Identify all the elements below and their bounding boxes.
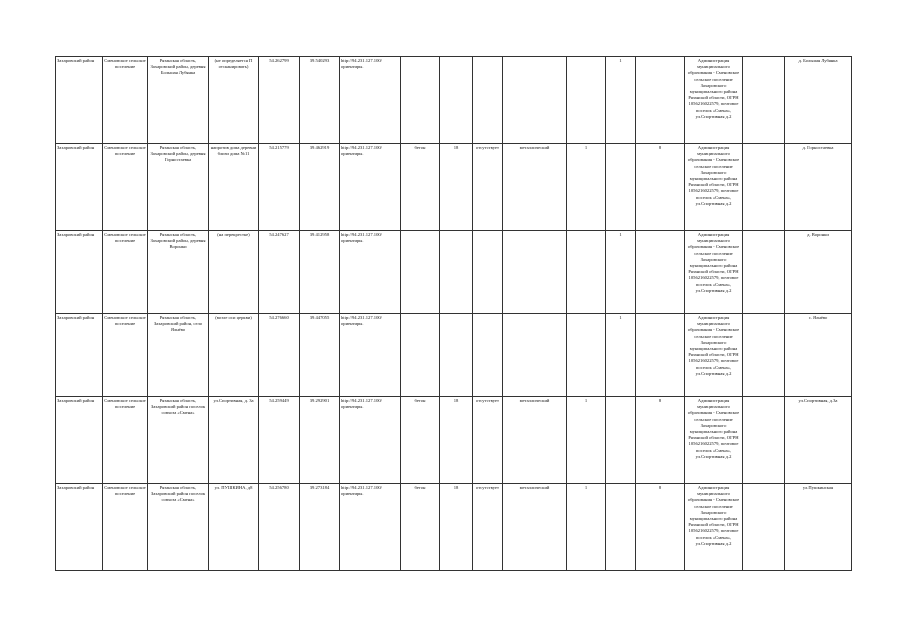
settlement-cell: Сменовское сельское поселение (103, 57, 148, 144)
area-cell (440, 314, 473, 397)
served-objects-cell: ул.Спортивная, д.3а (785, 397, 852, 484)
container-type-cell (503, 57, 567, 144)
surface-type-cell: бетон (401, 397, 440, 484)
table-row (56, 397, 852, 484)
map-link-cell: http://94.231.127.100/ориентиры. (340, 231, 401, 314)
table-row (56, 57, 852, 144)
owner-cell: Администрация муниципального образования - Сменовское сельское поселение Захаровского муниципального района Рязанской области, ОГРН 1056216022579, почтовое поселок «Смена», ул.Спортивная д.2 (685, 231, 743, 314)
served-objects-cell: ул.Пушкинская (785, 484, 852, 571)
served-objects-cell: д. Большая Лубянка (785, 57, 852, 144)
settlement-cell: Сменовское сельское поселение (103, 144, 148, 231)
count-a-cell: 1 (567, 144, 606, 231)
settlement-cell: Сменовское сельское поселение (103, 231, 148, 314)
settlement-cell: Сменовское сельское поселение (103, 484, 148, 571)
district-cell: Захаровский район (56, 57, 103, 144)
coverage-cell (473, 57, 503, 144)
map-link-cell: http://94.231.127.100/ориентиры. (340, 57, 401, 144)
count-c-cell: 8 (636, 397, 685, 484)
longitude-cell: 39.273184 (300, 484, 340, 571)
surface-type-cell: бетон (401, 144, 440, 231)
settlement-cell: Сменовское сельское поселение (103, 397, 148, 484)
count-c-cell: 8 (636, 144, 685, 231)
address-cell: Рязанская область, Захаровский район, деревня Большая Лубянка (148, 57, 209, 144)
served-objects-cell: д. Воронки (785, 231, 852, 314)
count-b-cell (606, 397, 636, 484)
longitude-cell: 39.292901 (300, 397, 340, 484)
count-c-cell (636, 57, 685, 144)
count-b-cell: 1 (606, 314, 636, 397)
district-cell: Захаровский район (56, 314, 103, 397)
owner-cell: Администрация муниципального образования - Сменовское сельское поселение Захаровского муниципального района Рязанской области, ОГРН 1056216022579, почтовое поселок «Смена», ул.Спортивная д.2 (685, 484, 743, 571)
location-cell: напротив дома деревни близи дома №11 (209, 144, 259, 231)
count-a-cell (567, 314, 606, 397)
map-link-cell: http://94.231.127.100/ориентиры. (340, 314, 401, 397)
source-cell (743, 314, 785, 397)
district-cell: Захаровский район (56, 484, 103, 571)
source-cell (743, 144, 785, 231)
source-cell (743, 484, 785, 571)
owner-cell: Администрация муниципального образования - Сменовское сельское поселение Захаровского муниципального района Рязанской области, ОГРН 1056216022579, почтовое поселок «Смена», ул.Спортивная д.2 (685, 397, 743, 484)
district-cell: Захаровский район (56, 144, 103, 231)
count-b-cell (606, 484, 636, 571)
latitude-cell: 54.262799 (259, 57, 300, 144)
latitude-cell: 54.256780 (259, 484, 300, 571)
longitude-cell: 39.412958 (300, 231, 340, 314)
address-cell: Рязанская область, Захаровский район поселок совхоза «Смена» (148, 484, 209, 571)
source-cell (743, 57, 785, 144)
source-cell (743, 397, 785, 484)
table-row (56, 144, 852, 231)
count-b-cell: 1 (606, 231, 636, 314)
settlement-cell: Сменовское сельское поселение (103, 314, 148, 397)
count-a-cell (567, 231, 606, 314)
location-cell: ул. ПУШКИНА, д8 (209, 484, 259, 571)
area-cell: 18 (440, 144, 473, 231)
map-link-cell: http://94.231.127.100/ориентиры. (340, 484, 401, 571)
district-cell: Захаровский район (56, 397, 103, 484)
location-cell: (на перекрестке) (209, 231, 259, 314)
latitude-cell: 54.215779 (259, 144, 300, 231)
address-cell: Рязанская область, Захаровский район, деревня Воронки (148, 231, 209, 314)
surface-type-cell (401, 314, 440, 397)
table-row (56, 231, 852, 314)
coverage-cell: отсутствует (473, 397, 503, 484)
served-objects-cell: д. Горностаевка (785, 144, 852, 231)
coverage-cell: отсутствует (473, 484, 503, 571)
address-cell: Рязанская область, Захаровский район, деревня Горностаевка (148, 144, 209, 231)
district-cell: Захаровский район (56, 231, 103, 314)
area-cell: 18 (440, 484, 473, 571)
container-type-cell: металлический (503, 484, 567, 571)
area-cell: 18 (440, 397, 473, 484)
owner-cell: Администрация муниципального образования - Сменовское сельское поселение Захаровского муниципального района Рязанской области, ОГРН 1056216022579, почтовое поселок «Смена», ул.Спортивная д.2 (685, 314, 743, 397)
location-cell: (возле оси церкви) (209, 314, 259, 397)
owner-cell: Администрация муниципального образования - Сменовское сельское поселение Захаровского муниципального района Рязанской области, ОГРН 1056216022579, почтовое поселок «Смена», ул.Спортивная д.2 (685, 57, 743, 144)
container-type-cell (503, 231, 567, 314)
count-c-cell (636, 231, 685, 314)
address-cell: Рязанская область, Захаровский район поселок совхоза «Смена» (148, 397, 209, 484)
owner-cell: Администрация муниципального образования - Сменовское сельское поселение Захаровского муниципального района Рязанской области, ОГРН 1056216022579, почтовое поселок «Смена», ул.Спортивная д.2 (685, 144, 743, 231)
surface-type-cell (401, 231, 440, 314)
waste-sites-table (55, 56, 852, 571)
location-cell: (не определяется П отсканировать) (209, 57, 259, 144)
longitude-cell: 39.462919 (300, 144, 340, 231)
longitude-cell: 39.540293 (300, 57, 340, 144)
count-b-cell: 1 (606, 57, 636, 144)
surface-type-cell: бетон (401, 484, 440, 571)
surface-type-cell (401, 57, 440, 144)
map-link-cell: http://94.231.127.100/ориентиры. (340, 144, 401, 231)
count-b-cell (606, 144, 636, 231)
table-row (56, 314, 852, 397)
coverage-cell (473, 314, 503, 397)
container-type-cell (503, 314, 567, 397)
container-type-cell: металлический (503, 144, 567, 231)
table-row (56, 484, 852, 571)
table-body (56, 57, 852, 571)
address-cell: Рязанская область, Захаровский район, село Ялнёво (148, 314, 209, 397)
coverage-cell (473, 231, 503, 314)
coverage-cell: отсутствует (473, 144, 503, 231)
count-a-cell: 1 (567, 397, 606, 484)
latitude-cell: 54.259449 (259, 397, 300, 484)
map-link-cell: http://94.231.127.100/ориентиры. (340, 397, 401, 484)
latitude-cell: 54.247627 (259, 231, 300, 314)
count-c-cell (636, 314, 685, 397)
latitude-cell: 54.276660 (259, 314, 300, 397)
container-type-cell: металлический (503, 397, 567, 484)
count-a-cell (567, 57, 606, 144)
longitude-cell: 39.447055 (300, 314, 340, 397)
area-cell (440, 57, 473, 144)
count-c-cell: 8 (636, 484, 685, 571)
location-cell: ул.Спортивная, д. 3а (209, 397, 259, 484)
area-cell (440, 231, 473, 314)
count-a-cell: 1 (567, 484, 606, 571)
source-cell (743, 231, 785, 314)
served-objects-cell: с. Ялнёво (785, 314, 852, 397)
